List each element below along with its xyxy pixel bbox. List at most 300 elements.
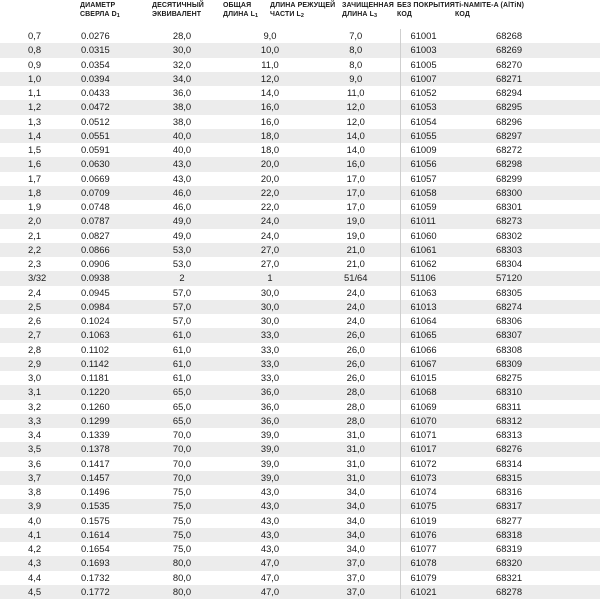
- table-row: [0, 528, 600, 542]
- cell-flute-length: 24,0: [320, 300, 400, 314]
- cell-diameter: 3,3: [0, 414, 75, 428]
- table-row: [0, 357, 600, 371]
- cell-tinamite-code: 68318: [470, 528, 600, 542]
- cell-length: 46,0: [150, 186, 230, 200]
- table-row: [0, 542, 600, 556]
- cell-cutting-length: 22,0: [260, 201, 280, 212]
- cell-uncoated-code: 61063: [400, 286, 470, 300]
- cell-cutting-length: 16,0: [260, 115, 280, 127]
- header-length-line1: ОБЩАЯ: [223, 2, 252, 9]
- cell-tinamite-code: 68308: [496, 343, 523, 355]
- table-row: [0, 428, 600, 442]
- cell-uncoated-code: 61003: [400, 43, 470, 57]
- table-row: [0, 485, 600, 499]
- table-row: [0, 571, 600, 585]
- cell-cutting-length: 39,0: [230, 471, 320, 485]
- cell-tinamite-code: 68315: [470, 471, 600, 485]
- cell-cutting-length: 43,0: [260, 543, 280, 554]
- table-row: [0, 385, 600, 399]
- cell-uncoated-code: 61078: [400, 556, 470, 570]
- table-row: [0, 585, 600, 599]
- cell-uncoated-code: 61076: [400, 528, 470, 542]
- cell-diameter: 3,6: [28, 457, 42, 469]
- cell-diameter: 1,4: [0, 129, 75, 143]
- cell-tinamite-code: 68309: [470, 357, 600, 371]
- cell-flute-length: 31,0: [346, 457, 365, 469]
- cell-diameter: 3/32: [0, 271, 75, 285]
- table-row: [0, 200, 600, 214]
- table-row: [0, 271, 600, 285]
- cell-flute-length: 26,0: [346, 343, 365, 355]
- table-row: [0, 328, 600, 342]
- cell-cutting-length: 10,0: [230, 43, 320, 57]
- cell-uncoated-code: 51106: [400, 271, 470, 285]
- cell-tinamite-code: 68299: [496, 172, 523, 184]
- cell-tinamite-code: 68310: [470, 385, 600, 399]
- cell-cutting-length: 24,0: [260, 229, 280, 241]
- cell-tinamite-code: 68303: [470, 243, 600, 257]
- cell-flute-length: 11,0: [346, 87, 365, 98]
- cell-decimal: 0.1417: [81, 457, 110, 469]
- cell-decimal: 0.1024: [81, 315, 110, 326]
- cell-diameter: 3,7: [0, 471, 75, 485]
- cell-uncoated-code: 61073: [400, 471, 470, 485]
- cell-decimal: 0.1299: [75, 414, 150, 428]
- cell-length: 40,0: [150, 129, 230, 143]
- cell-cutting-length: 39,0: [230, 442, 320, 456]
- cell-length: 75,0: [172, 486, 192, 497]
- cell-uncoated-code: 61066: [400, 343, 470, 357]
- header-length-sub: 1: [254, 12, 259, 19]
- cell-diameter: 2,5: [0, 300, 75, 314]
- cell-decimal: 0.1142: [75, 357, 150, 371]
- cell-flute-length: 17,0: [346, 201, 365, 212]
- cell-uncoated-code: 61059: [400, 200, 470, 214]
- cell-tinamite-code: 68294: [496, 87, 523, 98]
- header-diameter-line2: СВЕРЛА D: [80, 10, 117, 18]
- table-row: [0, 300, 600, 314]
- cell-cutting-length: 36,0: [230, 414, 320, 428]
- cell-tinamite-code: 68270: [496, 58, 523, 70]
- cell-flute-length: 28,0: [320, 385, 400, 399]
- cell-flute-length: 26,0: [320, 328, 400, 342]
- cell-cutting-length: 43,0: [260, 486, 280, 497]
- cell-diameter: 2,4: [28, 286, 42, 298]
- cell-diameter: 1,8: [0, 186, 75, 200]
- table-row: [0, 499, 600, 513]
- cell-tinamite-code: 68311: [496, 400, 522, 412]
- cell-flute-length: 34,0: [346, 514, 365, 526]
- header-tinamite-line2: КОД: [455, 10, 470, 18]
- cell-diameter: 2,2: [0, 243, 75, 257]
- cell-flute-length: 26,0: [320, 357, 400, 371]
- cell-cutting-length: 47,0: [230, 585, 320, 599]
- cell-tinamite-code: 68302: [496, 229, 523, 241]
- cell-diameter: 0,9: [28, 58, 42, 70]
- cell-cutting-length: 39,0: [260, 429, 280, 440]
- cell-decimal: 0.1732: [81, 571, 110, 583]
- cell-diameter: 3,0: [28, 372, 42, 383]
- cell-uncoated-code: 61017: [400, 442, 470, 456]
- cell-length: 70,0: [172, 429, 192, 440]
- cell-diameter: 3,2: [28, 400, 42, 412]
- cell-length: 80,0: [150, 585, 230, 599]
- cell-cutting-length: 36,0: [260, 400, 280, 412]
- cell-tinamite-code: 68298: [470, 157, 600, 171]
- cell-flute-length: 31,0: [320, 471, 400, 485]
- cell-decimal: 0.0591: [81, 144, 110, 155]
- drill-spec-table: [0, 29, 600, 599]
- cell-length: 49,0: [150, 214, 230, 228]
- cell-diameter: 2,6: [28, 315, 42, 326]
- header-flute-line2: ДЛИНА L: [342, 10, 374, 18]
- cell-flute-length: 16,0: [320, 157, 400, 171]
- cell-decimal: 0.0472: [75, 100, 150, 114]
- cell-decimal: 0.0906: [81, 258, 110, 269]
- cell-flute-length: 7,0: [349, 30, 363, 41]
- cell-tinamite-code: 68321: [496, 571, 523, 583]
- cell-diameter: 2,0: [0, 214, 75, 228]
- cell-tinamite-code: 68272: [496, 144, 523, 155]
- cell-uncoated-code: 61019: [400, 514, 470, 528]
- table-row: [0, 58, 600, 72]
- cell-flute-length: 17,0: [346, 172, 365, 184]
- cell-length: 36,0: [172, 87, 192, 98]
- table-row: [0, 115, 600, 129]
- header-diameter: [80, 2, 120, 20]
- cell-decimal: 0.1654: [81, 543, 110, 554]
- cell-decimal: 0.0938: [75, 271, 150, 285]
- cell-decimal: 0.1496: [81, 486, 110, 497]
- cell-length: 65,0: [150, 385, 230, 399]
- cell-uncoated-code: 61057: [400, 172, 470, 186]
- cell-cutting-length: 43,0: [260, 514, 280, 526]
- cell-cutting-length: 11,0: [261, 58, 279, 70]
- cell-decimal: 0.0276: [81, 30, 110, 41]
- cell-tinamite-code: 68307: [470, 328, 600, 342]
- cell-flute-length: 21,0: [346, 258, 365, 269]
- cell-decimal: 0.1378: [75, 442, 150, 456]
- cell-cutting-length: 20,0: [230, 157, 320, 171]
- header-uncoated-line2: КОД: [397, 10, 412, 18]
- cell-decimal: 0.0630: [75, 157, 150, 171]
- cell-diameter: 3,8: [28, 486, 42, 497]
- cell-decimal: 0.1102: [81, 343, 109, 355]
- cell-length: 40,0: [172, 144, 192, 155]
- header-flute: [342, 2, 394, 20]
- cell-tinamite-code: 68269: [470, 43, 600, 57]
- cell-uncoated-code: 61074: [400, 485, 470, 499]
- cell-flute-length: 34,0: [346, 486, 365, 497]
- cell-diameter: 4,2: [28, 543, 42, 554]
- cell-cutting-length: 9,0: [263, 30, 277, 41]
- header-tinamite: [455, 2, 524, 19]
- cell-cutting-length: 24,0: [230, 214, 320, 228]
- cell-decimal: 0.1772: [75, 585, 150, 599]
- cell-length: 61,0: [150, 357, 230, 371]
- cell-decimal: 0.0512: [81, 115, 110, 127]
- header-cutting-sub: 2: [300, 12, 305, 19]
- cell-length: 70,0: [150, 471, 230, 485]
- cell-length: 75,0: [172, 514, 192, 526]
- cell-uncoated-code: 61062: [400, 257, 470, 271]
- cell-diameter: 1,9: [28, 201, 42, 212]
- cell-diameter: 2,8: [28, 343, 42, 355]
- cell-diameter: 3,1: [0, 385, 75, 399]
- cell-flute-length: 19,0: [346, 229, 365, 241]
- cell-uncoated-code: 61052: [400, 86, 470, 100]
- cell-flute-length: 8,0: [320, 43, 400, 57]
- cell-length: 80,0: [150, 556, 230, 570]
- table-row: [0, 129, 600, 143]
- table-row: [0, 314, 600, 328]
- cell-decimal: 0.1220: [75, 385, 150, 399]
- cell-cutting-length: 18,0: [260, 144, 280, 155]
- cell-diameter: 1,7: [28, 172, 42, 184]
- table-row: [0, 229, 600, 243]
- cell-tinamite-code: 68278: [470, 585, 600, 599]
- cell-cutting-length: 33,0: [260, 372, 280, 383]
- cell-diameter: 3,9: [0, 499, 75, 513]
- cell-decimal: 0.1535: [75, 499, 150, 513]
- cell-flute-length: 31,0: [320, 442, 400, 456]
- cell-length: 61,0: [150, 328, 230, 342]
- cell-diameter: 1,0: [0, 72, 75, 86]
- cell-tinamite-code: 68276: [470, 442, 600, 456]
- cell-decimal: 0.0709: [75, 186, 150, 200]
- cell-decimal: 0.0945: [81, 286, 110, 298]
- cell-uncoated-code: 61058: [400, 186, 470, 200]
- cell-diameter: 1,5: [28, 144, 42, 155]
- cell-decimal: 0.1614: [75, 528, 150, 542]
- cell-length: 70,0: [172, 457, 192, 469]
- cell-flute-length: 12,0: [346, 115, 365, 127]
- cell-decimal: 0.1260: [81, 400, 110, 412]
- cell-decimal: 0.1575: [81, 514, 110, 526]
- cell-decimal: 0.1063: [75, 328, 150, 342]
- cell-length: 43,0: [172, 172, 192, 184]
- table-row: [0, 556, 600, 570]
- header-uncoated-line1: БЕЗ ПОКРЫТИЯ: [397, 2, 455, 9]
- cell-diameter: 1,1: [28, 87, 42, 98]
- cell-uncoated-code: 61061: [400, 243, 470, 257]
- cell-flute-length: 9,0: [320, 72, 400, 86]
- cell-uncoated-code: 61070: [400, 414, 470, 428]
- table-row: [0, 471, 600, 485]
- cell-flute-length: 37,0: [320, 585, 400, 599]
- header-decimal: [152, 2, 204, 19]
- table-row: [0, 72, 600, 86]
- cell-length: 49,0: [172, 229, 192, 241]
- cell-decimal: 0.0315: [75, 43, 150, 57]
- table-row: [0, 100, 600, 114]
- cell-tinamite-code: 68304: [496, 258, 523, 269]
- table-row: [0, 214, 600, 228]
- cell-length: 75,0: [172, 543, 192, 554]
- table-row: [0, 457, 600, 471]
- cell-tinamite-code: 68273: [470, 214, 600, 228]
- cell-length: 53,0: [172, 258, 192, 269]
- cell-tinamite-code: 68300: [470, 186, 600, 200]
- cell-tinamite-code: 68312: [470, 414, 600, 428]
- header-tinamite-line1: Ti-NAMITE-A (AlTiN): [455, 2, 525, 9]
- cell-tinamite-code: 68320: [470, 556, 600, 570]
- cell-flute-length: 24,0: [346, 315, 365, 326]
- cell-diameter: 0,7: [28, 30, 42, 41]
- table-row: [0, 243, 600, 257]
- cell-diameter: 0,8: [0, 43, 75, 57]
- cell-cutting-length: 30,0: [260, 315, 280, 326]
- table-header: [0, 0, 600, 26]
- cell-decimal: 0.0787: [75, 214, 150, 228]
- header-decimal-line1: ДЕСЯТИЧНЫЙ: [152, 2, 204, 9]
- cell-cutting-length: 33,0: [260, 343, 280, 355]
- cell-cutting-length: 22,0: [230, 186, 320, 200]
- cell-flute-length: 17,0: [320, 186, 400, 200]
- cell-flute-length: 14,0: [320, 129, 400, 143]
- cell-diameter: 1,6: [0, 157, 75, 171]
- cell-length: 38,0: [150, 100, 230, 114]
- cell-cutting-length: 36,0: [230, 385, 320, 399]
- cell-decimal: 0.0551: [75, 129, 150, 143]
- cell-length: 70,0: [150, 442, 230, 456]
- table-row: [0, 186, 600, 200]
- table-row: [0, 172, 600, 186]
- cell-uncoated-code: 61068: [400, 385, 470, 399]
- table-row: [0, 343, 600, 357]
- cell-tinamite-code: 68319: [496, 543, 523, 554]
- cell-length: 61,0: [172, 343, 192, 355]
- cell-uncoated-code: 61060: [400, 229, 470, 243]
- cell-cutting-length: 47,0: [230, 556, 320, 570]
- cell-flute-length: 21,0: [320, 243, 400, 257]
- cell-decimal: 0.1457: [75, 471, 150, 485]
- cell-uncoated-code: 61009: [400, 143, 470, 157]
- cell-cutting-length: 14,0: [260, 87, 280, 98]
- table-body: [0, 29, 600, 599]
- cell-tinamite-code: 68316: [496, 486, 523, 497]
- cell-uncoated-code: 61013: [400, 300, 470, 314]
- cell-cutting-length: 33,0: [230, 328, 320, 342]
- header-cutting-line1: ДЛИНА РЕЖУЩЕЙ: [270, 2, 336, 9]
- cell-uncoated-code: 61056: [400, 157, 470, 171]
- cell-flute-length: 24,0: [346, 286, 365, 298]
- cell-flute-length: 28,0: [320, 414, 400, 428]
- cell-uncoated-code: 61071: [400, 428, 470, 442]
- cell-uncoated-code: 61065: [400, 328, 470, 342]
- cell-length: 65,0: [150, 414, 230, 428]
- cell-tinamite-code: 68297: [470, 129, 600, 143]
- cell-length: 53,0: [150, 243, 230, 257]
- table-row: [0, 442, 600, 456]
- header-cutting-line2: ЧАСТИ L: [270, 10, 301, 18]
- cell-diameter: 4,5: [0, 585, 75, 599]
- cell-length: 57,0: [150, 300, 230, 314]
- cell-cutting-length: 27,0: [260, 258, 280, 269]
- cell-tinamite-code: 68296: [496, 115, 523, 127]
- table-row: [0, 143, 600, 157]
- cell-flute-length: 37,0: [320, 556, 400, 570]
- table-row: [0, 414, 600, 428]
- cell-diameter: 1,3: [28, 115, 42, 127]
- cell-flute-length: 51/64: [320, 271, 400, 285]
- cell-cutting-length: 20,0: [260, 172, 280, 184]
- cell-cutting-length: 16,0: [230, 100, 320, 114]
- cell-flute-length: 31,0: [346, 429, 365, 440]
- cell-cutting-length: 33,0: [230, 357, 320, 371]
- cell-length: 32,0: [172, 58, 192, 70]
- cell-tinamite-code: 68277: [496, 514, 523, 526]
- cell-uncoated-code: 61011: [400, 214, 470, 228]
- cell-uncoated-code: 61015: [400, 371, 470, 385]
- cell-tinamite-code: 68314: [496, 457, 523, 469]
- cell-cutting-length: 43,0: [230, 499, 320, 513]
- cell-decimal: 0.1339: [81, 429, 110, 440]
- cell-diameter: 2,3: [28, 258, 42, 269]
- cell-diameter: 2,9: [0, 357, 75, 371]
- cell-flute-length: 26,0: [346, 372, 365, 383]
- cell-flute-length: 8,0: [349, 58, 363, 70]
- table-row: [0, 514, 600, 528]
- header-flute-sub: 3: [373, 12, 378, 19]
- cell-decimal: 0.0748: [81, 201, 110, 212]
- cell-diameter: 4,4: [28, 571, 42, 583]
- cell-tinamite-code: 68268: [496, 30, 523, 41]
- cell-uncoated-code: 61075: [400, 499, 470, 513]
- cell-tinamite-code: 68301: [496, 201, 523, 212]
- table-row: [0, 29, 600, 43]
- cell-tinamite-code: 68313: [496, 429, 523, 440]
- cell-uncoated-code: 61064: [400, 314, 470, 328]
- cell-tinamite-code: 68317: [470, 499, 600, 513]
- cell-length: 46,0: [172, 201, 192, 212]
- cell-length: 75,0: [150, 528, 230, 542]
- cell-diameter: 3,4: [28, 429, 42, 440]
- cell-uncoated-code: 61079: [400, 571, 470, 585]
- cell-length: 28,0: [172, 30, 192, 41]
- cell-decimal: 0.0827: [81, 229, 110, 241]
- cell-cutting-length: 12,0: [230, 72, 320, 86]
- cell-length: 2: [150, 271, 230, 285]
- cell-uncoated-code: 61055: [400, 129, 470, 143]
- cell-decimal: 0.0984: [75, 300, 150, 314]
- cell-tinamite-code: 68295: [470, 100, 600, 114]
- cell-flute-length: 12,0: [320, 100, 400, 114]
- cell-flute-length: 28,0: [346, 400, 365, 412]
- table-row: [0, 400, 600, 414]
- cell-cutting-length: 30,0: [230, 300, 320, 314]
- cell-length: 57,0: [172, 286, 192, 298]
- cell-flute-length: 19,0: [320, 214, 400, 228]
- cell-uncoated-code: 61021: [400, 585, 470, 599]
- header-flute-line1: ЗАЧИЩЕННАЯ: [342, 2, 394, 9]
- cell-tinamite-code: 57120: [470, 271, 600, 285]
- header-diameter-line1: ДИАМЕТР: [80, 2, 116, 9]
- cell-flute-length: 37,0: [346, 571, 365, 583]
- cell-cutting-length: 30,0: [260, 286, 280, 298]
- cell-length: 43,0: [150, 157, 230, 171]
- table-row: [0, 286, 600, 300]
- cell-decimal: 0.0394: [75, 72, 150, 86]
- cell-decimal: 0.1693: [75, 556, 150, 570]
- cell-uncoated-code: 61005: [400, 58, 470, 72]
- header-decimal-line2: ЭКВИВАЛЕНТ: [152, 10, 202, 18]
- cell-decimal: 0.0669: [81, 172, 110, 184]
- cell-diameter: 4,0: [28, 514, 42, 526]
- cell-diameter: 3,5: [0, 442, 75, 456]
- cell-tinamite-code: 68271: [470, 72, 600, 86]
- cell-diameter: 4,1: [0, 528, 75, 542]
